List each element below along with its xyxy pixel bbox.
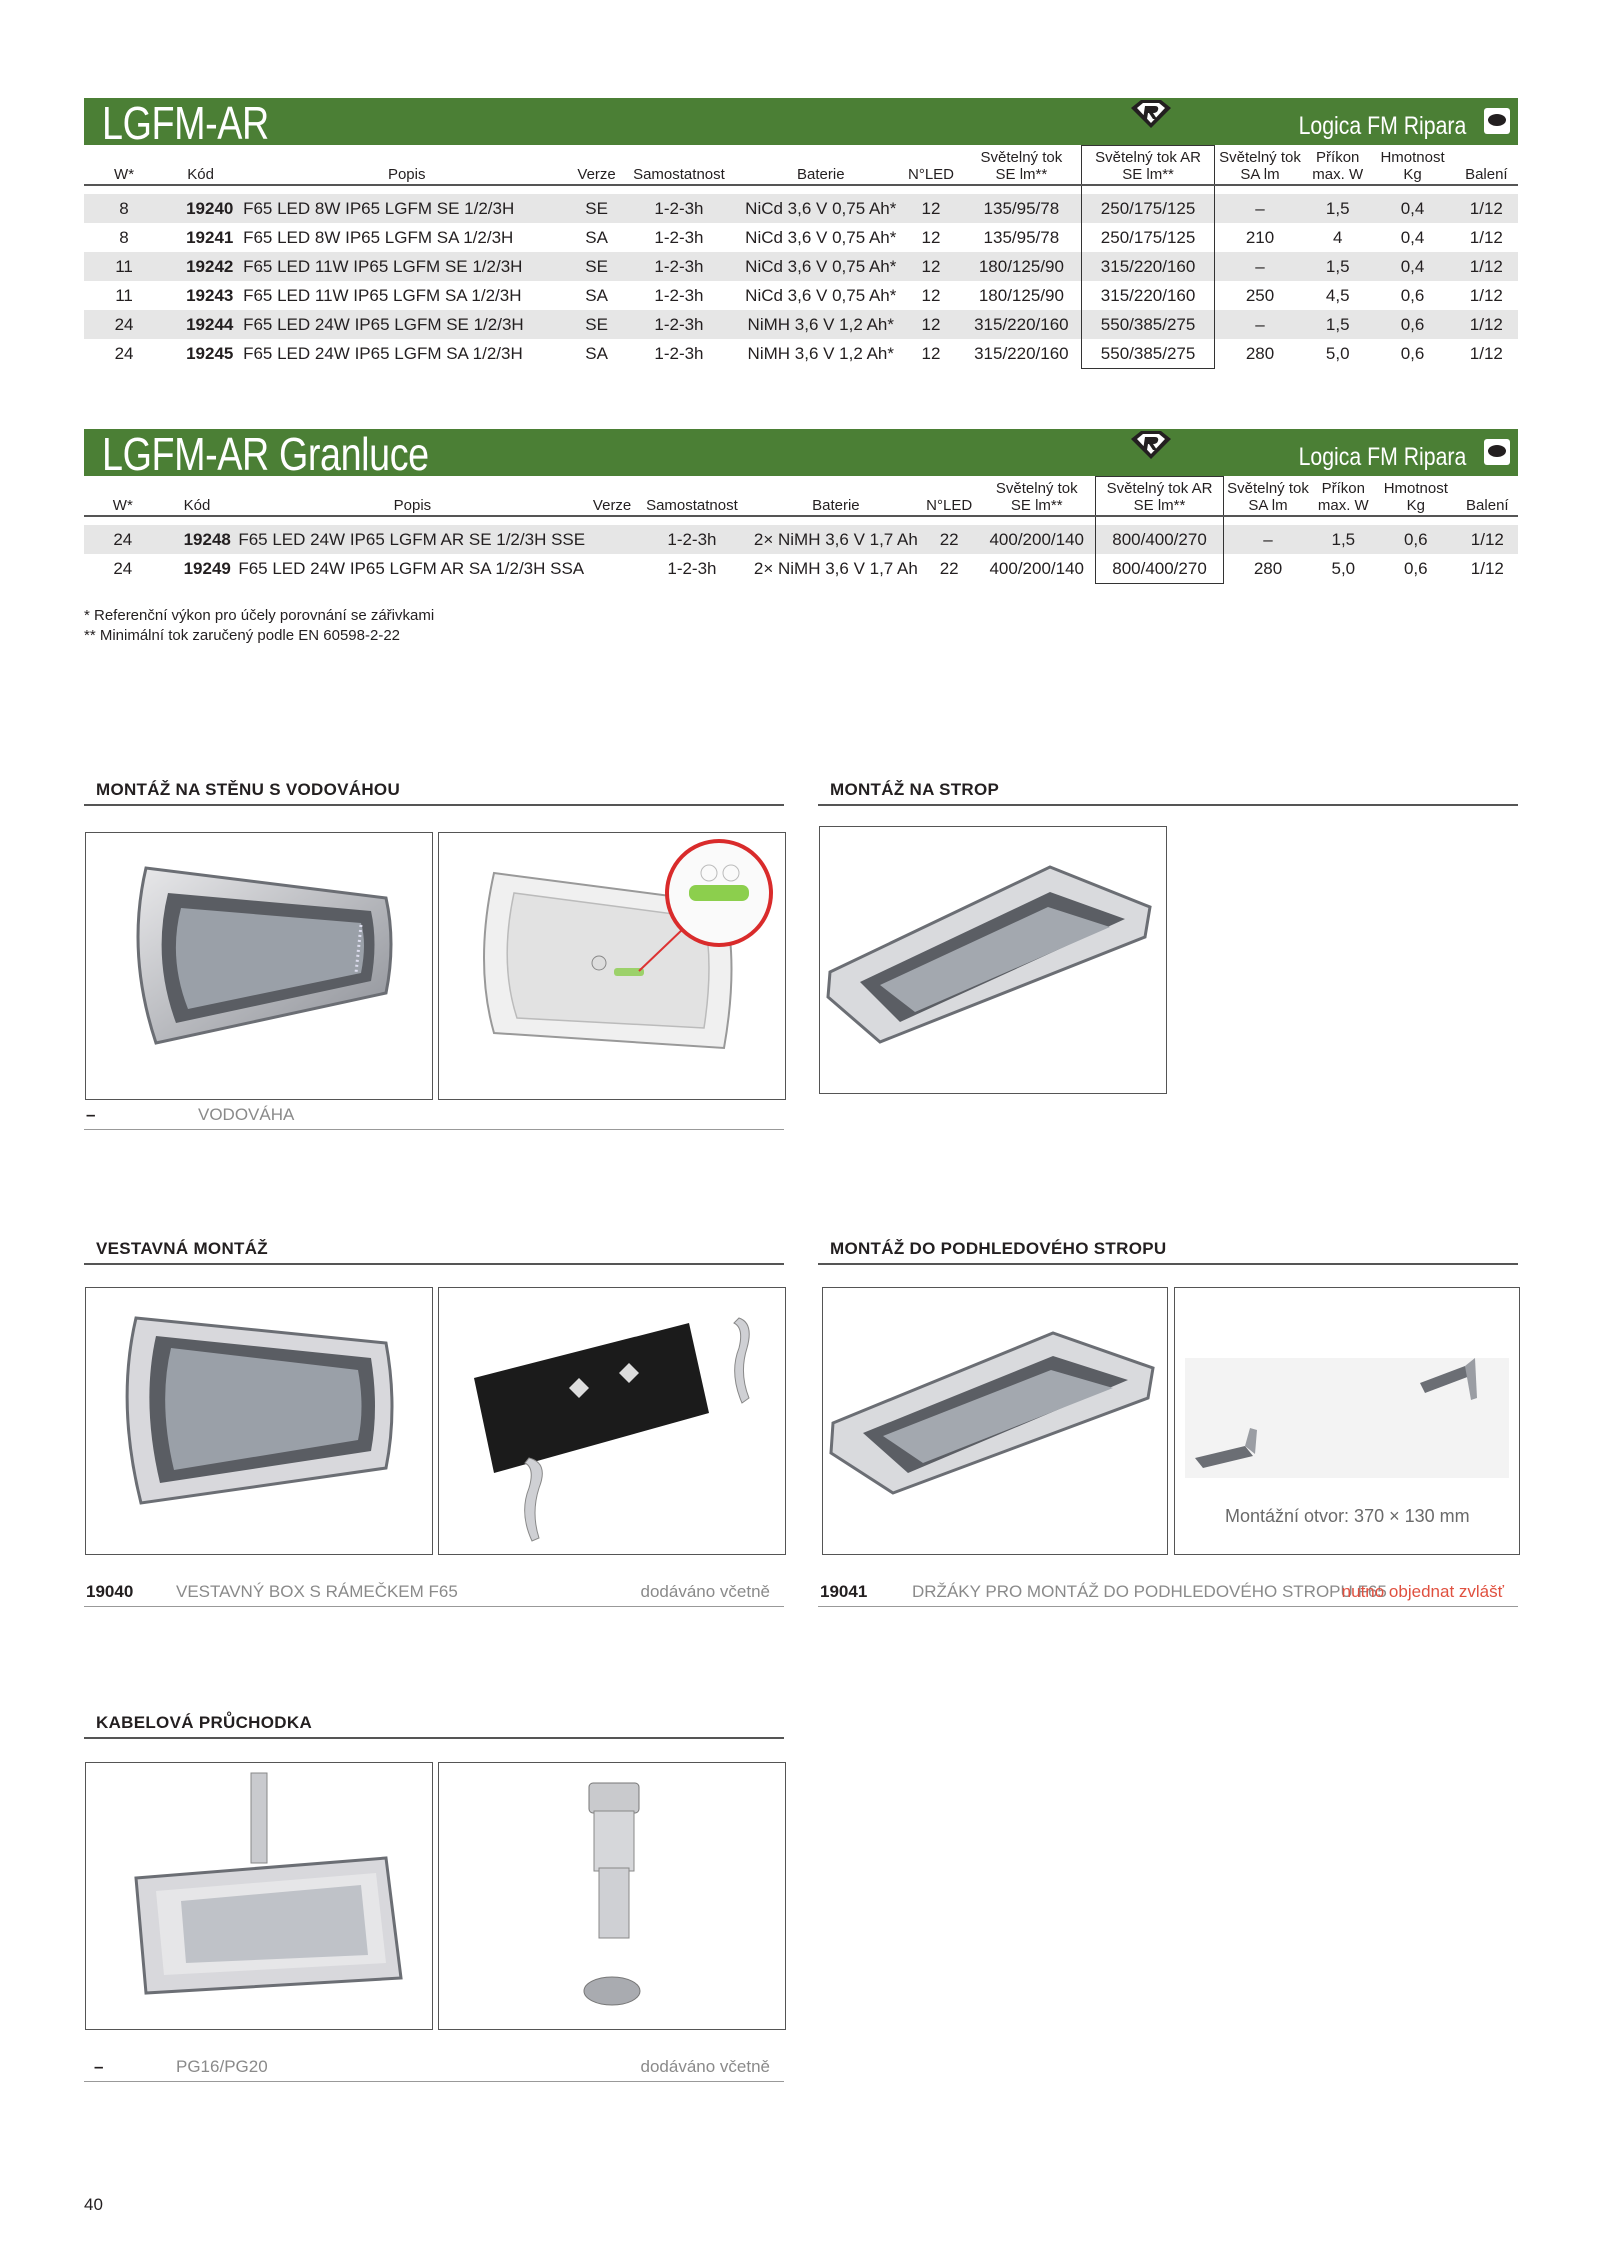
- table-header-row: [84, 477, 1518, 517]
- cell-code: 19243: [186, 285, 234, 305]
- cell-w: 8: [84, 194, 164, 223]
- cell-desc: F65 LED 11W IP65 LGFM SE 1/2/3H: [237, 252, 576, 281]
- cell-bat: 2× NiMH 3,6 V 1,7 Ah: [753, 558, 918, 578]
- cell-se: 180/125/90: [962, 252, 1082, 281]
- cell-desc: F65 LED 24W IP65 LGFM SA 1/2/3H: [243, 343, 523, 363]
- col-samostatnost: Samostatnost: [632, 477, 752, 517]
- cell-ver: SE: [576, 310, 616, 339]
- r-logo-icon: [1127, 429, 1175, 461]
- table-row: [84, 252, 1518, 281]
- col-baleni: Balení: [1455, 146, 1518, 186]
- cell-auto: 1-2-3h: [617, 194, 741, 223]
- cell-se: 180/125/90: [978, 285, 1064, 305]
- item-code: 19041: [820, 1582, 868, 1601]
- recessed-mount-block: [84, 1239, 784, 1265]
- recessed-box-image: [438, 1287, 786, 1555]
- col-tok-ar: Světelný tok AR SE lm**: [1082, 146, 1215, 186]
- cell-ar: 550/385/275: [1082, 339, 1215, 369]
- battery-icon: [1484, 108, 1510, 134]
- cell-kg: 0,4: [1370, 252, 1454, 281]
- cell-desc: F65 LED 24W IP65 LGFM AR SA 1/2/3H SSA: [238, 558, 585, 578]
- wall-backplate-image: [438, 832, 786, 1100]
- cell-led: 12: [921, 343, 941, 363]
- cell-auto: 1-2-3h: [654, 343, 704, 363]
- col-w: W*: [84, 146, 164, 186]
- block-title: MONTÁŽ DO PODHLEDOVÉHO STROPU: [818, 1239, 1518, 1265]
- cell-ver: [593, 554, 632, 584]
- cell-led: 12: [900, 194, 961, 223]
- ceiling-lamp-image: [819, 826, 1167, 1094]
- wall-caption-row: [84, 1103, 784, 1130]
- cell-desc: F65 LED 24W IP65 LGFM SE 1/2/3H: [237, 310, 576, 339]
- item-desc: VESTAVNÝ BOX S RÁMEČKEM F65: [176, 1582, 458, 1601]
- cell-w: 24: [113, 558, 133, 578]
- cell-bat: NiMH 3,6 V 1,2 Ah*: [747, 343, 895, 363]
- cell-led: 12: [921, 285, 941, 305]
- col-tok-sa: Světelný tok SA lm: [1214, 146, 1305, 186]
- cell-se: 315/220/160: [974, 343, 1069, 363]
- item-note: dodáváno včetně: [640, 1582, 770, 1601]
- cell-w: 8: [119, 227, 129, 247]
- col-popis: Popis: [237, 146, 576, 186]
- cell-ver: SE: [576, 194, 616, 223]
- cell-w2: 1,5: [1305, 194, 1370, 223]
- cell-desc: F65 LED 11W IP65 LGFM SA 1/2/3H: [243, 285, 522, 305]
- wall-mount-block: [84, 780, 784, 806]
- cell-ver: SA: [585, 343, 608, 363]
- cell-w2: 1,5: [1305, 252, 1370, 281]
- item-desc: PG16/PG20: [176, 2057, 268, 2076]
- item-note: dodáváno včetně: [640, 2057, 770, 2076]
- cell-ver: [593, 525, 632, 554]
- wall-lamp-image: [85, 832, 433, 1100]
- cell-sa: 280: [1245, 343, 1275, 363]
- cell-se: 400/200/140: [979, 525, 1095, 554]
- col-verze: Verze: [576, 146, 616, 186]
- col-baterie: Baterie: [741, 146, 900, 186]
- cell-sa: –: [1224, 525, 1312, 554]
- col-hmotnost: Hmotnost Kg: [1375, 477, 1457, 517]
- logo-cell: [1089, 423, 1213, 476]
- gland-parts-image: [438, 1762, 786, 2030]
- col-baterie: Baterie: [752, 477, 919, 517]
- cell-pack: 1/12: [1469, 343, 1503, 363]
- brand-name: Logica FM Ripara: [1298, 443, 1466, 471]
- ceiling-mount-block: [818, 780, 1518, 806]
- cell-pack: 1/12: [1470, 558, 1504, 578]
- block-title: KABELOVÁ PRŮCHODKA: [84, 1713, 784, 1739]
- item-code: –: [86, 1105, 96, 1124]
- cell-auto: 1-2-3h: [654, 227, 704, 247]
- table-header-row: [84, 146, 1518, 186]
- cell-ar: 315/220/160: [1082, 252, 1215, 281]
- cell-code: 19248: [162, 525, 233, 554]
- section-title: LGFM-AR: [102, 97, 269, 149]
- cell-ar: 800/400/270: [1095, 554, 1224, 584]
- cell-kg: 0,6: [1370, 310, 1454, 339]
- cell-pack: 1/12: [1457, 525, 1518, 554]
- col-w: W*: [84, 477, 162, 517]
- cell-ar: 250/175/125: [1082, 194, 1215, 223]
- cell-kg: 0,6: [1375, 525, 1457, 554]
- item-code: 19040: [86, 1582, 134, 1601]
- cell-ver: SA: [585, 285, 608, 305]
- col-verze: Verze: [593, 477, 632, 517]
- suspended-caption-row: [818, 1580, 1518, 1607]
- cell-bat: NiCd 3,6 V 0,75 Ah*: [741, 252, 900, 281]
- cell-desc: F65 LED 8W IP65 LGFM SA 1/2/3H: [243, 227, 514, 247]
- item-code: –: [94, 2057, 104, 2076]
- cell-w: 24: [84, 310, 164, 339]
- cell-w2: 4: [1332, 227, 1343, 247]
- brand-name: Logica FM Ripara: [1298, 112, 1466, 140]
- cell-auto: 1-2-3h: [654, 285, 704, 305]
- block-title: MONTÁŽ NA STROP: [818, 780, 1518, 806]
- cell-kg: 0,6: [1403, 558, 1428, 578]
- gland-lamp-image: [85, 1762, 433, 2030]
- footnote-2: ** Minimální tok zaručený podle EN 60598-2-22: [84, 627, 401, 644]
- page-number: 40: [84, 2195, 103, 2214]
- cell-pack: 1/12: [1469, 227, 1503, 247]
- cell-w2: 1,5: [1312, 525, 1375, 554]
- col-nled: N°LED: [920, 477, 979, 517]
- cell-w2: 4,5: [1325, 285, 1350, 305]
- recessed-lamp-image: [85, 1287, 433, 1555]
- item-desc: VODOVÁHA: [198, 1105, 295, 1124]
- cell-led: 12: [921, 227, 941, 247]
- table-row: [84, 554, 1518, 584]
- cell-bat: NiMH 3,6 V 1,2 Ah*: [741, 310, 900, 339]
- cell-w: 11: [115, 285, 133, 305]
- cell-auto: 1-2-3h: [667, 558, 717, 578]
- section-header-bar: [84, 97, 1518, 149]
- cell-w2: 1,5: [1305, 310, 1370, 339]
- section-lgfm-ar-granluce: [84, 429, 1518, 584]
- cell-code: 19249: [183, 558, 231, 578]
- footnotes: [84, 606, 434, 646]
- cell-code: 19245: [186, 343, 234, 363]
- cable-gland-block: [84, 1713, 784, 1739]
- cell-ar: 250/175/125: [1082, 223, 1215, 252]
- cell-desc: F65 LED 24W IP65 LGFM AR SE 1/2/3H SSE: [232, 525, 592, 554]
- cell-ver: SE: [576, 252, 616, 281]
- mounting-hole-note: Montážní otvor: 370 × 130 mm: [1225, 1506, 1470, 1526]
- cell-w2: 5,0: [1325, 343, 1350, 363]
- cell-kg: 0,4: [1370, 194, 1454, 223]
- item-note: nutno objednat zvlášť: [1341, 1582, 1504, 1601]
- col-prikon: Příkon max. W: [1312, 477, 1375, 517]
- footnote-1: * Referenční výkon pro účely porovnání se zářivkami: [84, 607, 435, 624]
- block-title: VESTAVNÁ MONTÁŽ: [84, 1239, 784, 1265]
- cell-desc: F65 LED 8W IP65 LGFM SE 1/2/3H: [237, 194, 576, 223]
- cell-sa: 280: [1253, 558, 1283, 578]
- cell-ar: 315/220/160: [1082, 281, 1215, 310]
- cell-led: 22: [939, 558, 959, 578]
- cell-led: 22: [920, 525, 979, 554]
- col-prikon: Příkon max. W: [1305, 146, 1370, 186]
- cell-bat: 2× NiMH 3,6 V 1,7 Ah: [752, 525, 919, 554]
- cell-se: 135/95/78: [983, 227, 1060, 247]
- cell-pack: 1/12: [1455, 252, 1518, 281]
- table-row: [84, 310, 1518, 339]
- cell-auto: 1-2-3h: [617, 310, 741, 339]
- cell-kg: 0,6: [1400, 343, 1425, 363]
- col-kod: Kód: [164, 146, 237, 186]
- col-tok-sa: Světelný tok SA lm: [1224, 477, 1312, 517]
- logo-cell: [1089, 92, 1213, 145]
- cell-sa: –: [1214, 310, 1305, 339]
- cell-kg: 0,4: [1400, 227, 1425, 247]
- cell-sa: 250: [1245, 285, 1275, 305]
- cell-pack: 1/12: [1455, 310, 1518, 339]
- recessed-caption-row: [84, 1580, 784, 1607]
- cell-w2: 5,0: [1331, 558, 1356, 578]
- cell-kg: 0,6: [1400, 285, 1425, 305]
- col-tok-ar: Světelný tok AR SE lm**: [1095, 477, 1224, 517]
- col-tok-se: Světelný tok SE lm**: [962, 146, 1082, 186]
- suspended-lamp-image: [822, 1287, 1168, 1555]
- cell-code: 19241: [186, 227, 234, 247]
- block-title: MONTÁŽ NA STĚNU S VODOVÁHOU: [84, 780, 784, 806]
- cell-ar: 550/385/275: [1082, 310, 1215, 339]
- cell-sa: 210: [1245, 227, 1275, 247]
- battery-icon: [1484, 439, 1510, 465]
- mounting-brackets-image: [1174, 1287, 1520, 1555]
- table-row: [84, 339, 1518, 369]
- cell-se: 400/200/140: [989, 558, 1085, 578]
- cell-auto: 1-2-3h: [632, 525, 752, 554]
- cell-sa: –: [1214, 194, 1305, 223]
- cell-pack: 1/12: [1455, 194, 1518, 223]
- product-table: [84, 145, 1518, 369]
- cell-ver: SA: [585, 227, 608, 247]
- gland-caption-row: [84, 2055, 784, 2082]
- item-desc: DRŽÁKY PRO MONTÁŽ DO PODHLEDOVÉHO STROPU F65: [912, 1582, 1387, 1601]
- cell-sa: –: [1214, 252, 1305, 281]
- section-header-bar: [84, 428, 1518, 480]
- cell-bat: NiCd 3,6 V 0,75 Ah*: [741, 194, 900, 223]
- col-popis: Popis: [232, 477, 592, 517]
- section-lgfm-ar: [84, 98, 1518, 369]
- col-baleni: Balení: [1457, 477, 1518, 517]
- product-table: [84, 476, 1518, 584]
- table-row: [84, 223, 1518, 252]
- cell-auto: 1-2-3h: [617, 252, 741, 281]
- cell-se: 135/95/78: [962, 194, 1082, 223]
- cell-code: 19244: [164, 310, 237, 339]
- table-row: [84, 194, 1518, 223]
- section-title: LGFM-AR Granluce: [102, 428, 429, 480]
- cell-ar: 800/400/270: [1095, 525, 1224, 554]
- col-samostatnost: Samostatnost: [617, 146, 741, 186]
- col-kod: Kód: [162, 477, 233, 517]
- cell-w: 24: [114, 343, 134, 363]
- col-nled: N°LED: [900, 146, 961, 186]
- cell-bat: NiCd 3,6 V 0,75 Ah*: [745, 285, 897, 305]
- cell-w: 11: [84, 252, 164, 281]
- cell-w: 24: [84, 525, 162, 554]
- cell-led: 12: [900, 252, 961, 281]
- cell-led: 12: [900, 310, 961, 339]
- col-tok-se: Světelný tok SE lm**: [979, 477, 1095, 517]
- table-row: [84, 281, 1518, 310]
- cell-code: 19240: [164, 194, 237, 223]
- suspended-ceiling-block: [818, 1239, 1518, 1265]
- r-logo-icon: [1127, 98, 1175, 130]
- col-hmotnost: Hmotnost Kg: [1370, 146, 1454, 186]
- cell-bat: NiCd 3,6 V 0,75 Ah*: [745, 227, 897, 247]
- table-row: [84, 525, 1518, 554]
- cell-se: 315/220/160: [962, 310, 1082, 339]
- cell-code: 19242: [164, 252, 237, 281]
- cell-pack: 1/12: [1469, 285, 1503, 305]
